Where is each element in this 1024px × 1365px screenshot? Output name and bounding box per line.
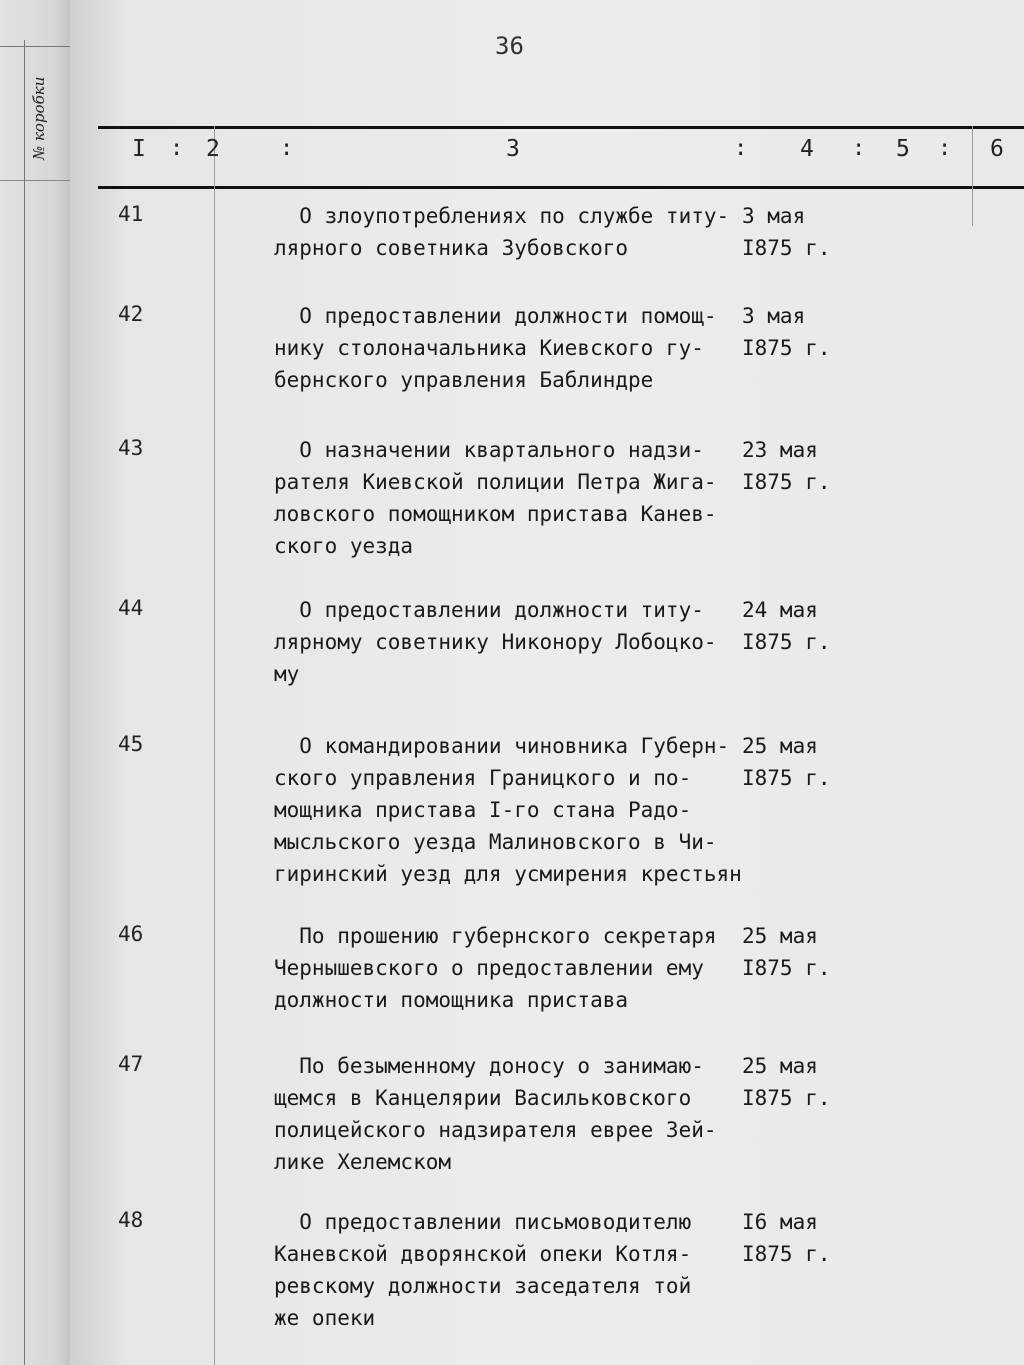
entry-number: 42 <box>118 302 144 326</box>
entry-description-line: лярного советника Зубовского <box>274 236 629 260</box>
entry-number: 41 <box>118 202 144 226</box>
entry-date-year: I875 г. <box>742 630 831 654</box>
spine-divider <box>0 180 78 181</box>
entry-description <box>274 1050 744 1178</box>
entry-description-line: Чернышевского о предоставлении ему <box>274 956 704 980</box>
entry-description-line: гиринский уезд для усмирения крестьян <box>274 862 742 886</box>
entry-number: 43 <box>118 436 144 460</box>
entry-date <box>742 300 831 364</box>
entry-description-line: му <box>274 662 300 686</box>
entry-description-line: Каневской дворянской опеки Котля- <box>274 1242 692 1266</box>
entry-date-day: 25 мая <box>742 734 818 758</box>
entry-description-line: нику столоначальника Киевского гу- <box>274 336 704 360</box>
entry-date <box>742 1050 831 1114</box>
entry-description-line: О злоупотреблениях по службе титу- <box>274 204 730 228</box>
column-header-5: 5 <box>896 136 910 162</box>
entry-date-day: 25 мая <box>742 924 818 948</box>
entry-number: 44 <box>118 596 144 620</box>
column-separator: : <box>938 136 952 161</box>
column-divider <box>972 126 973 226</box>
entry-date-day: 3 мая <box>742 204 806 228</box>
entry-date <box>742 594 831 658</box>
entry-date-day: 24 мая <box>742 598 818 622</box>
entry-date <box>742 434 831 498</box>
entry-description-line: щемся в Канцелярии Васильковского <box>274 1086 692 1110</box>
entry-description-line: мысльского уезда Малиновского в Чи- <box>274 830 717 854</box>
entry-description <box>274 920 744 1016</box>
entry-number: 48 <box>118 1208 144 1232</box>
entry-date <box>742 920 831 984</box>
column-divider <box>214 126 215 1365</box>
entry-date-year: I875 г. <box>742 766 831 790</box>
entry-description <box>274 730 744 890</box>
entry-description-line: полицейского надзирателя еврее Зей- <box>274 1118 717 1142</box>
page-number: 36 <box>495 32 524 60</box>
entry-description <box>274 594 744 690</box>
entry-description-line: ревскому должности заседателя той <box>274 1274 692 1298</box>
entry-description-line: мощника пристава I-го стана Радо- <box>274 798 692 822</box>
entry-description <box>274 200 744 264</box>
entry-date-day: 3 мая <box>742 304 806 328</box>
entry-number: 46 <box>118 922 144 946</box>
column-header-6: 6 <box>990 136 1004 162</box>
entry-description-line: О предоставлении должности помощ- <box>274 304 717 328</box>
entry-description-line: По прошению губернского секретаря <box>274 924 717 948</box>
entry-date-year: I875 г. <box>742 236 831 260</box>
entry-number: 47 <box>118 1052 144 1076</box>
entry-description-line: ловского помощником пристава Канев- <box>274 502 717 526</box>
entry-description-line: должности помощника пристава <box>274 988 629 1012</box>
entry-date-year: I875 г. <box>742 336 831 360</box>
column-separator: : <box>280 136 294 161</box>
entry-date-day: 25 мая <box>742 1054 818 1078</box>
entry-description <box>274 300 744 396</box>
entry-date-year: I875 г. <box>742 1242 831 1266</box>
entry-description-line: О предоставлении письмоводителю <box>274 1210 692 1234</box>
entry-description-line: лярному советнику Никонору Лобоцко- <box>274 630 717 654</box>
entry-description <box>274 1206 744 1334</box>
entry-date <box>742 1206 831 1270</box>
column-header-3: 3 <box>506 136 520 162</box>
column-header-1: I <box>132 136 146 162</box>
header-rule-bottom <box>98 186 1024 189</box>
entry-date-year: I875 г. <box>742 470 831 494</box>
header-rule-top <box>98 126 1024 129</box>
entry-description <box>274 434 744 562</box>
column-header-2: 2 <box>206 136 220 162</box>
entry-description-line: По безыменному доносу о занимаю- <box>274 1054 704 1078</box>
entry-date <box>742 200 831 264</box>
column-separator: : <box>852 136 866 161</box>
entry-description-line: О командировании чиновника Губерн- <box>274 734 730 758</box>
column-separator: : <box>170 136 184 161</box>
entry-date-day: 23 мая <box>742 438 818 462</box>
entry-date <box>742 730 831 794</box>
entry-description-line: рателя Киевской полиции Петра Жига- <box>274 470 717 494</box>
binding-spine <box>0 0 79 1365</box>
column-header-4: 4 <box>800 136 814 162</box>
entry-date-year: I875 г. <box>742 956 831 980</box>
entry-date-day: I6 мая <box>742 1210 818 1234</box>
entry-description-line: бернского управления Баблиндре <box>274 368 654 392</box>
spine-divider <box>0 46 78 47</box>
entry-description-line: ского управления Границкого и по- <box>274 766 692 790</box>
entry-description-line: же опеки <box>274 1306 376 1330</box>
entry-description-line: О предоставлении должности титу- <box>274 598 704 622</box>
entry-date-year: I875 г. <box>742 1086 831 1110</box>
entry-description-line: ского уезда <box>274 534 414 558</box>
entry-description-line: О назначении квартального надзи- <box>274 438 704 462</box>
column-separator: : <box>734 136 748 161</box>
entry-description-line: лике Хелемском <box>274 1150 452 1174</box>
entry-number: 45 <box>118 732 144 756</box>
spine-column-line <box>24 40 25 1365</box>
box-number-label: № коробки <box>30 76 48 160</box>
